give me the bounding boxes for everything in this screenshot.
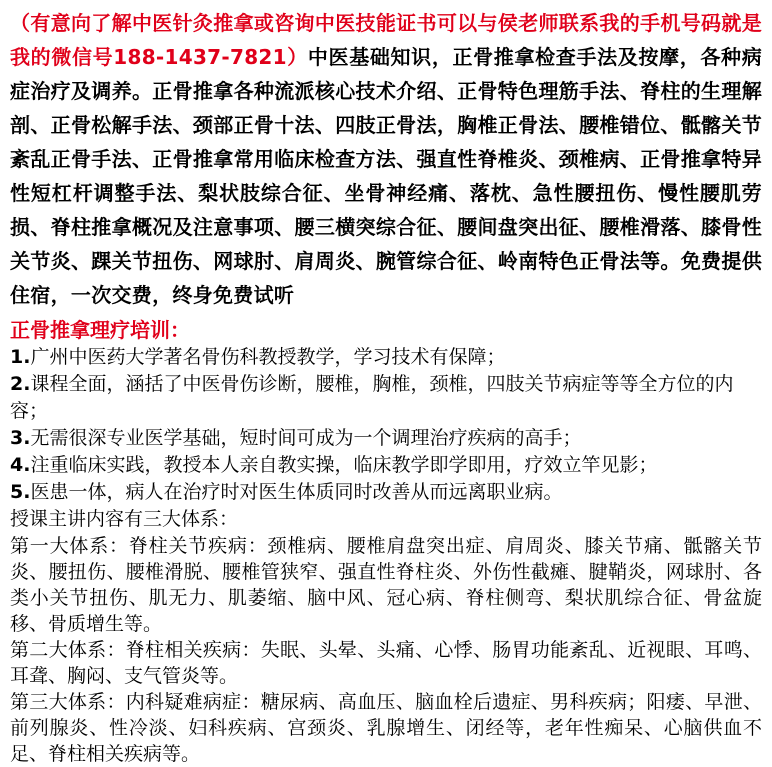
course-heading: 授课主讲内容有三大体系： xyxy=(10,508,239,530)
item-number: 3. xyxy=(10,427,31,449)
item-text: 广州中医药大学著名骨伤科教授教学，学习技术有保障； xyxy=(30,346,506,368)
course-overview: 中医基础知识，正骨推拿检查手法及按摩，各种病症治疗及调养。正骨推拿各种流派核心技术介绍、正骨特色理筋手法、脊柱的生理解剖、正骨松解手法、颈部正骨十法、四肢正骨法，胸椎正骨法、腰椎错位、骶髂关节紊乱正骨手法、正骨推拿常用临床检查方法、强直性脊椎炎、颈椎病、正骨推拿特异性短杠杆调整手法、梨状肢综合征、坐骨神经痛、落枕、急性腰扭伤、慢性腰肌劳损、脊柱推拿概况及注意事项、腰三横突综合征、腰间盘突出征、腰椎滑落、膝骨性关节炎、踝关节扭伤、网球肘、肩周炎、腕管综合征、岭南特色正骨法等。免费提供住宿，一次交费，终身免费试听 xyxy=(10,45,762,307)
item-number: 4. xyxy=(10,454,31,476)
training-list xyxy=(10,344,762,506)
item-text: 课程全面，涵括了中医骨伤诊断，腰椎，胸椎，颈椎，四肢关节病症等等全方位的内容； xyxy=(10,373,734,422)
intro-paragraph xyxy=(10,6,762,312)
list-item xyxy=(10,452,762,479)
contact-notice: （有意向了解中医针灸推拿或咨询中医技能证书可以与侯老师联系我的手机号码就是我的微信号188-1437-7821） xyxy=(10,11,762,69)
item-text: 医患一体，病人在治疗时对医生体质同时改善从而远离职业病。 xyxy=(30,481,563,503)
system-third: 第三大体系：内科疑难病症：糖尿病、高血压、脑血栓后遗症、男科疾病；阳痿、早泄、前列腺炎、性冷淡、妇科疾病、宫颈炎、乳腺增生、闭经等，老年性痴呆、心脑供血不足、脊柱相关疾病等。 xyxy=(10,691,762,765)
item-text: 注重临床实践，教授本人亲自教实操，临床教学即学即用，疗效立竿见影； xyxy=(30,454,658,476)
item-number: 2. xyxy=(10,373,31,395)
list-item xyxy=(10,371,762,425)
list-item xyxy=(10,479,762,506)
list-item xyxy=(10,344,762,371)
list-item xyxy=(10,425,762,452)
system-second: 第二大体系：脊柱相关疾病：失眠、头晕、头痛、心悸、肠胃功能紊乱、近视眼、耳鸣、耳聋、胸闷、支气管炎等。 xyxy=(10,639,762,687)
training-heading: 正骨推拿理疗培训： xyxy=(10,318,190,342)
item-number: 1. xyxy=(10,346,31,368)
system-first: 第一大体系：脊柱关节疾病：颈椎病、腰椎肩盘突出症、肩周炎、膝关节痛、骶髂关节炎、腰扭伤、腰椎滑脱、腰椎管狭窄、强直性脊柱炎、外伤性截瘫、腱鞘炎，网球肘、各类小关节扭伤、肌无力、肌萎缩、脑中风、冠心病、脊柱侧弯、梨状肌综合征、骨盆旋移、骨质增生等。 xyxy=(10,535,762,635)
item-text: 无需很深专业医学基础，短时间可成为一个调理治疗疾病的高手； xyxy=(30,427,582,449)
item-number: 5. xyxy=(10,481,31,503)
